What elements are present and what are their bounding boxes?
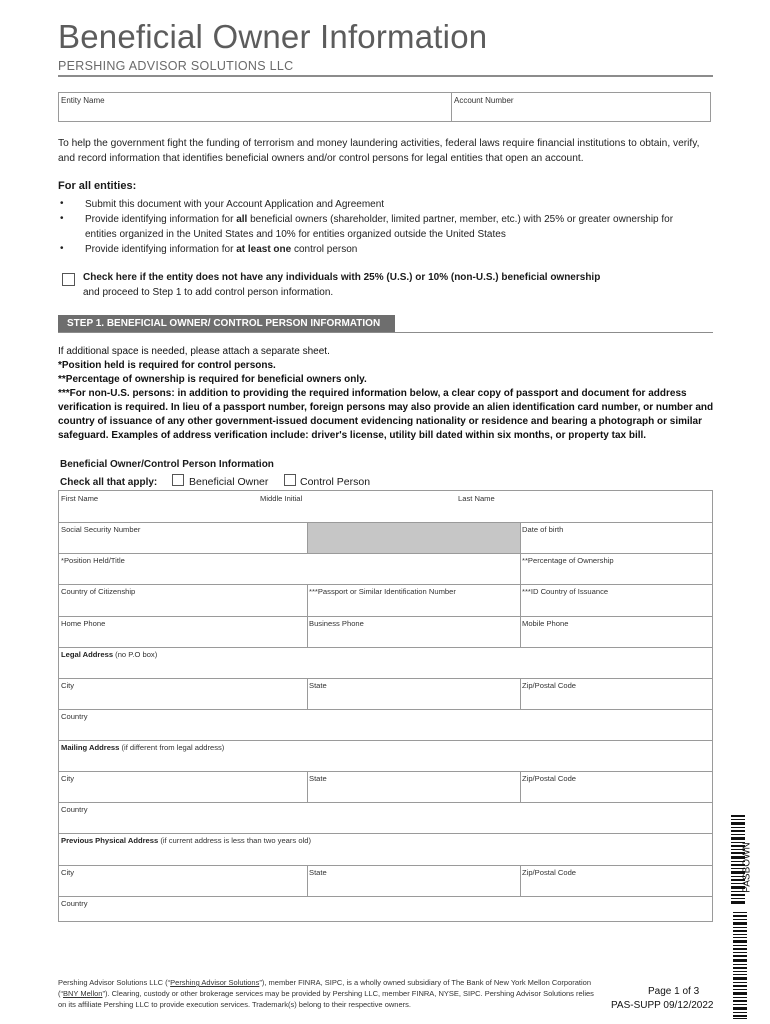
company-name: PERSHING ADVISOR SOLUTIONS LLC xyxy=(58,59,294,73)
check-all-label: Check all that apply: xyxy=(60,477,158,488)
ssn-shaded-cell xyxy=(307,523,520,553)
page-title: Beneficial Owner Information xyxy=(58,18,488,55)
account-number-field[interactable] xyxy=(452,93,710,121)
pershing-link[interactable]: Pershing Advisor Solutions xyxy=(170,978,260,987)
instruction-line: ***For non-U.S. persons: in addition to providing the required information below, a clear copy of passport and document for address verification is required. In lieu of a passport number, foreign persons may also provide an alien identification card number, or number and country of issuance of any other government-issued document evidencing nationality or residence and bearing a photograph or similar safeguard. Examples of address verification include: driver's license, utility bill dated within six months, or property tax bill. xyxy=(58,388,714,441)
header-divider xyxy=(58,75,713,77)
no-owner-check-text: Check here if the entity does not have any individuals with 25% (U.S.) or 10% (non-U.S.) beneficial ownership xyxy=(83,272,601,283)
form-number: PAS-SUPP 09/12/2022 xyxy=(611,1000,714,1011)
bullet: • xyxy=(60,198,64,209)
legal-city-label: City xyxy=(61,681,75,690)
control-person-checkbox[interactable] xyxy=(284,474,296,486)
mailing-address-label: Mailing Address (if different from legal address) xyxy=(61,743,225,752)
middle-initial-label: Middle Initial xyxy=(260,494,303,503)
col-divider xyxy=(307,771,308,802)
col-divider xyxy=(307,865,308,896)
first-name-label: First Name xyxy=(61,494,99,503)
row-divider xyxy=(59,709,712,710)
mailing-city-label: City xyxy=(61,774,75,783)
no-beneficial-owner-checkbox[interactable] xyxy=(62,273,75,286)
legal-country-label: Country xyxy=(61,712,88,721)
id-country-label: ***ID Country of Issuance xyxy=(522,587,609,596)
col-divider xyxy=(307,678,308,709)
page-number: Page 1 of 3 xyxy=(648,986,700,997)
account-number-label: Account Number xyxy=(454,96,514,105)
step1-header: STEP 1. BENEFICIAL OWNER/ CONTROL PERSON INFORMATION xyxy=(58,315,395,332)
col-divider xyxy=(520,584,521,647)
barcode-label: PASBOWN xyxy=(741,842,753,893)
instruction-line: If additional space is needed, please attach a separate sheet. xyxy=(58,346,330,357)
row-divider xyxy=(59,771,712,772)
dob-label: Date of birth xyxy=(522,525,564,534)
mobile-phone-label: Mobile Phone xyxy=(522,619,569,628)
previous-state-label: State xyxy=(309,868,327,877)
all-entities-heading: For all entities: xyxy=(58,180,137,192)
business-phone-label: Business Phone xyxy=(309,619,364,628)
col-divider xyxy=(520,771,521,802)
person-info-form xyxy=(58,490,713,922)
mailing-zip-label: Zip/Postal Code xyxy=(522,774,577,783)
previous-country-label: Country xyxy=(61,899,88,908)
beneficial-owner-label: Beneficial Owner xyxy=(189,476,269,488)
step1-divider xyxy=(58,332,713,333)
col-divider xyxy=(520,522,521,584)
instruction-line: *Position held is required for control persons. xyxy=(58,360,276,371)
bullet-control-person: Provide identifying information for at least one control person xyxy=(85,244,358,255)
col-divider xyxy=(520,865,521,896)
legal-address-label: Legal Address (no P.O box) xyxy=(61,650,158,659)
previous-address-label: Previous Physical Address (if current address is less than two years old) xyxy=(61,836,311,845)
entity-account-box xyxy=(58,92,711,122)
home-phone-label: Home Phone xyxy=(61,619,106,628)
passport-label: ***Passport or Similar Identification Number xyxy=(309,587,456,596)
row-divider xyxy=(59,833,712,834)
row-divider xyxy=(59,647,712,648)
col-divider xyxy=(307,584,308,647)
ssn-label: Social Security Number xyxy=(61,525,141,534)
bullet: • xyxy=(60,243,64,254)
step1-instructions xyxy=(58,345,718,443)
mailing-state-label: State xyxy=(309,774,327,783)
percentage-label: **Percentage of Ownership xyxy=(522,556,614,565)
footer-disclosure: Pershing Advisor Solutions LLC (“Pershing Advisor Solutions”), member FINRA, SIPC, is a wholly owned subsidiary of The Bank of New York Mellon Corporation (“BNY Mellon”). Clearing, custody or other brokerage services may be provided by Pershing LLC, member FINRA, NYSE, SIPC. Pershing Advisor Solutions relies on its affiliate Pershing LLC to provide execution services. Trademark(s) belong to their respective owners. xyxy=(58,978,594,1009)
bullet-all-owners: Provide identifying information for all beneficial owners (shareholder, limited partner, member, etc.) with 25% or greater ownership for entities organized in the United States and 10% for entities organized outside the United States xyxy=(85,214,674,240)
last-name-label: Last Name xyxy=(458,494,495,503)
row-divider xyxy=(59,802,712,803)
row-divider xyxy=(59,865,712,866)
no-owner-check-subtext: and proceed to Step 1 to add control person information. xyxy=(83,287,334,298)
col-divider xyxy=(307,522,308,553)
intro-paragraph: To help the government fight the funding of terrorism and money laundering activities, federal laws require financial institutions to obtain, verify, and record information that identifies beneficial owners and/or control persons for legal entities that open an account. xyxy=(58,138,700,164)
row-divider xyxy=(59,896,712,897)
bullet: • xyxy=(60,213,64,224)
person-section-heading: Beneficial Owner/Control Person Information xyxy=(60,459,274,470)
legal-state-label: State xyxy=(309,681,327,690)
citizenship-label: Country of Citizenship xyxy=(61,587,136,596)
col-divider xyxy=(520,678,521,709)
previous-zip-label: Zip/Postal Code xyxy=(522,868,577,877)
instruction-line: **Percentage of ownership is required for beneficial owners only. xyxy=(58,374,367,385)
position-label: *Position Held/Title xyxy=(61,556,125,565)
row-divider xyxy=(59,616,712,617)
bullet-submit: Submit this document with your Account Application and Agreement xyxy=(85,199,385,210)
barcode-icon xyxy=(733,912,747,1020)
beneficial-owner-checkbox[interactable] xyxy=(172,474,184,486)
row-divider xyxy=(59,740,712,741)
row-divider xyxy=(59,678,712,679)
legal-zip-label: Zip/Postal Code xyxy=(522,681,577,690)
entity-name-label: Entity Name xyxy=(61,96,105,105)
previous-city-label: City xyxy=(61,868,75,877)
entity-name-field[interactable] xyxy=(59,93,451,121)
row-divider xyxy=(59,584,712,585)
control-person-label: Control Person xyxy=(300,476,371,488)
row-divider xyxy=(59,553,712,554)
mailing-country-label: Country xyxy=(61,805,88,814)
bny-mellon-link[interactable]: BNY Mellon xyxy=(63,989,103,998)
